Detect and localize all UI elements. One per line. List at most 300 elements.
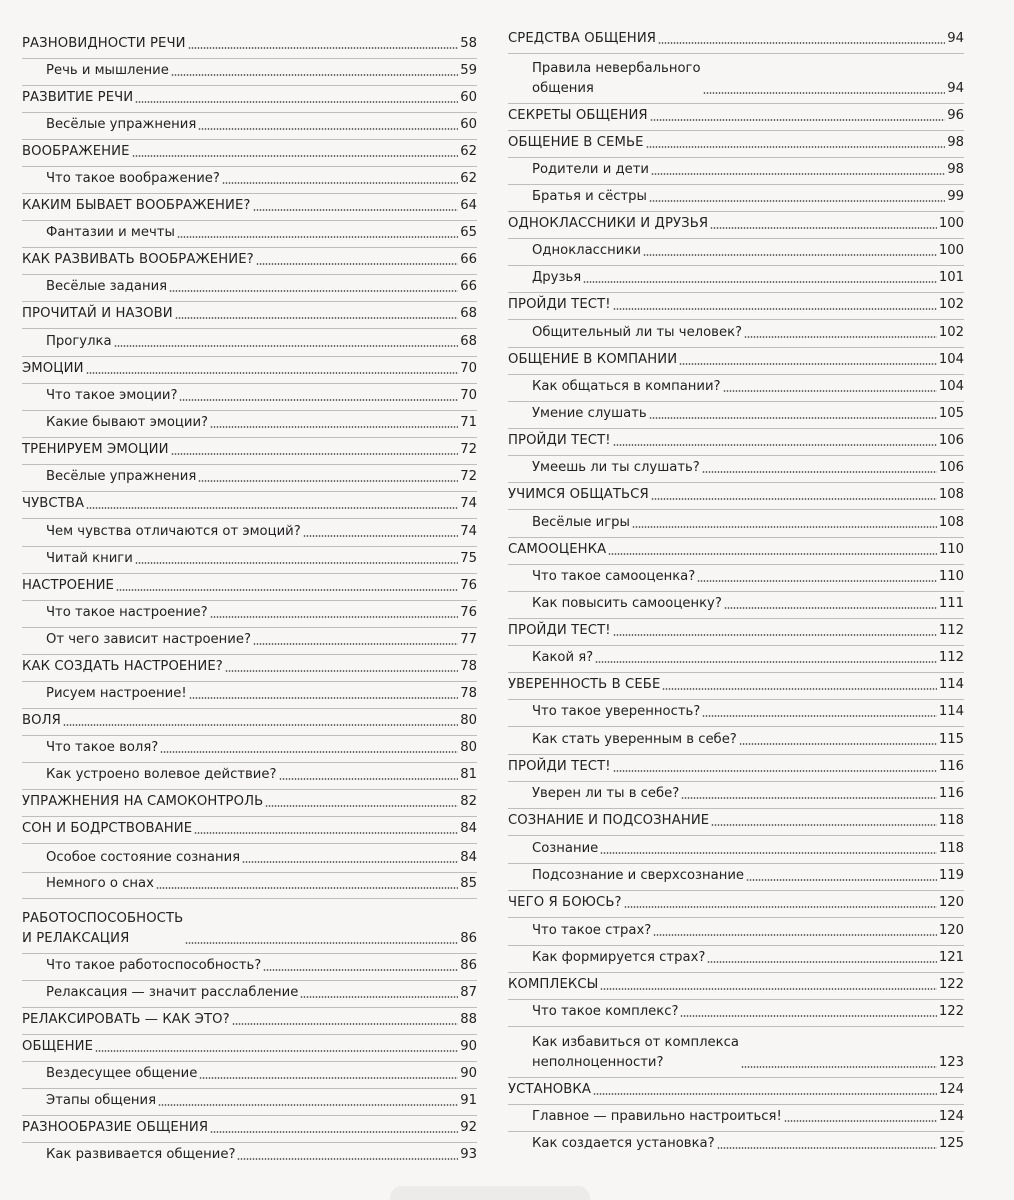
toc-section xyxy=(508,295,964,315)
toc-section xyxy=(22,711,477,731)
toc-leader-dots xyxy=(651,171,945,176)
toc-page-number: 85 xyxy=(460,876,477,891)
toc-page-number: 122 xyxy=(938,1004,964,1019)
toc-page-number: 84 xyxy=(460,821,477,836)
toc-entry-title: ПРОЙДИ ТЕСТ! xyxy=(508,297,611,312)
toc-section xyxy=(508,29,964,49)
toc-separator xyxy=(22,518,477,519)
toc-entry-title: Правила невербального общения xyxy=(532,61,701,96)
toc-subsection xyxy=(46,765,477,785)
toc-leader-dots xyxy=(717,1145,937,1150)
toc-entry-title: Что такое уверенность? xyxy=(532,704,701,719)
toc-entry-title: Что такое эмоции? xyxy=(46,388,178,403)
toc-leader-dots xyxy=(643,252,937,257)
toc-separator xyxy=(22,491,477,492)
toc-entry-title: Особое состояние сознания xyxy=(46,850,241,865)
toc-subsection xyxy=(46,603,477,623)
toc-entry-title: Как стать уверенным в себе? xyxy=(532,732,737,747)
toc-separator xyxy=(508,482,964,483)
toc-page-number: 102 xyxy=(938,325,964,340)
toc-entry-title: Друзья xyxy=(532,270,582,285)
toc-entry-title: Братья и сёстры xyxy=(532,189,647,204)
toc-page-number: 86 xyxy=(460,931,477,946)
toc-leader-dots xyxy=(697,578,937,583)
toc-entry-title: Подсознание и сверхсознание xyxy=(532,868,745,883)
toc-leader-dots xyxy=(232,1021,459,1026)
toc-page-number: 108 xyxy=(938,515,964,530)
toc-page-number: 122 xyxy=(938,977,964,992)
toc-entry-title: Весёлые упражнения xyxy=(46,469,197,484)
toc-entry-title: Как повысить самооценку? xyxy=(532,596,722,611)
toc-page-number: 88 xyxy=(460,1012,477,1027)
toc-separator xyxy=(508,1104,964,1105)
toc-entry-title: Умение слушать xyxy=(532,406,647,421)
toc-subsection xyxy=(46,549,477,569)
toc-leader-dots xyxy=(679,361,937,366)
toc-leader-dots xyxy=(649,415,937,420)
toc-leader-dots xyxy=(210,614,459,619)
toc-subsection xyxy=(46,61,477,81)
toc-page-number: 70 xyxy=(460,388,477,403)
toc-entry-title: СОН И БОДРСТВОВАНИЕ xyxy=(22,821,193,836)
toc-leader-dots xyxy=(680,1013,936,1018)
toc-separator xyxy=(508,972,964,973)
toc-page-number: 90 xyxy=(460,1066,477,1081)
toc-leader-dots xyxy=(744,334,937,339)
toc-section xyxy=(22,250,477,270)
toc-entry-title: ПРОЙДИ ТЕСТ! xyxy=(508,433,611,448)
toc-entry-title: РАБОТОСПОСОБНОСТЬ И РЕЛАКСАЦИЯ xyxy=(22,911,184,946)
page-bottom-decoration xyxy=(390,1186,590,1200)
toc-page-number: 121 xyxy=(938,950,964,965)
toc-separator xyxy=(508,726,964,727)
toc-separator xyxy=(22,980,477,981)
toc-entry-title: ОБЩЕНИЕ В КОМПАНИИ xyxy=(508,352,678,367)
toc-entry-title: Речь и мышление xyxy=(46,63,169,78)
toc-entry-title: РАЗНООБРАЗИЕ ОБЩЕНИЯ xyxy=(22,1120,209,1135)
toc-entry-title: Сознание xyxy=(532,841,599,856)
toc-page-number: 81 xyxy=(460,767,477,782)
toc-separator xyxy=(22,193,477,194)
toc-leader-dots xyxy=(724,605,937,610)
toc-separator xyxy=(22,112,477,113)
toc-leader-dots xyxy=(63,722,458,727)
toc-leader-dots xyxy=(135,99,458,104)
toc-section xyxy=(508,893,964,913)
toc-page-number: 72 xyxy=(460,442,477,457)
toc-subsection xyxy=(46,277,477,297)
toc-page-number: 62 xyxy=(460,171,477,186)
toc-page-number: 66 xyxy=(460,279,477,294)
toc-separator xyxy=(508,999,964,1000)
toc-page-number: 99 xyxy=(947,189,964,204)
toc-entry-title: ПРОЙДИ ТЕСТ! xyxy=(508,759,611,774)
toc-leader-dots xyxy=(253,641,458,646)
toc-section xyxy=(22,142,477,162)
toc-entry-title: Умеешь ли ты слушать? xyxy=(532,460,700,475)
toc-leader-dots xyxy=(189,695,459,700)
toc-leader-dots xyxy=(185,940,458,945)
toc-entry-title: Какой я? xyxy=(532,650,594,665)
toc-entry-title: РАЗВИТИЕ РЕЧИ xyxy=(22,90,134,105)
toc-separator xyxy=(508,781,964,782)
toc-subsection xyxy=(532,648,964,668)
toc-separator xyxy=(508,374,964,375)
toc-page-number: 114 xyxy=(938,704,964,719)
toc-separator xyxy=(22,247,477,248)
toc-separator xyxy=(508,428,964,429)
toc-entry-title: Какие бывают эмоции? xyxy=(46,415,209,430)
toc-leader-dots xyxy=(86,370,459,375)
toc-entry-title: УПРАЖНЕНИЯ НА САМОКОНТРОЛЬ xyxy=(22,794,264,809)
toc-entry-title: РЕЛАКСИРОВАТЬ — КАК ЭТО? xyxy=(22,1012,230,1027)
toc-leader-dots xyxy=(116,587,458,592)
toc-separator xyxy=(22,573,477,574)
toc-separator xyxy=(22,735,477,736)
toc-separator xyxy=(508,754,964,755)
toc-entry-title: Главное — правильно настроиться! xyxy=(532,1109,782,1124)
toc-page-number: 68 xyxy=(460,334,477,349)
toc-page-number: 106 xyxy=(938,460,964,475)
toc-page-number: 64 xyxy=(460,198,477,213)
toc-page-number: 76 xyxy=(460,605,477,620)
toc-leader-dots xyxy=(95,1048,458,1053)
toc-subsection xyxy=(532,866,964,886)
toc-leader-dots xyxy=(158,1102,458,1107)
toc-page-number: 90 xyxy=(460,1039,477,1054)
toc-separator xyxy=(22,546,477,547)
toc-subsection xyxy=(532,241,964,261)
toc-page-number: 75 xyxy=(460,551,477,566)
toc-entry-title: СЕКРЕТЫ ОБЩЕНИЯ xyxy=(508,108,648,123)
toc-subsection xyxy=(46,115,477,135)
toc-separator xyxy=(22,1061,477,1062)
toc-page-number: 58 xyxy=(460,36,477,51)
toc-leader-dots xyxy=(194,830,458,835)
toc-subsection xyxy=(46,1064,477,1084)
toc-separator xyxy=(22,627,477,628)
toc-entry-title: Что такое работоспособность? xyxy=(46,958,262,973)
toc-subsection xyxy=(46,467,477,487)
toc-page-number: 76 xyxy=(460,578,477,593)
toc-section xyxy=(508,133,964,153)
toc-separator xyxy=(22,789,477,790)
toc-leader-dots xyxy=(632,524,937,529)
toc-entry-title: Фантазии и мечты xyxy=(46,225,175,240)
toc-entry-title: СОЗНАНИЕ И ПОДСОЗНАНИЕ xyxy=(508,813,710,828)
toc-entry-title: Что такое воля? xyxy=(46,740,159,755)
toc-page-number: 118 xyxy=(938,813,964,828)
toc-page-number: 119 xyxy=(938,868,964,883)
toc-entry-title: УЧИМСЯ ОБЩАТЬСЯ xyxy=(508,487,649,502)
toc-separator xyxy=(22,437,477,438)
toc-section xyxy=(22,792,477,812)
toc-page-number: 106 xyxy=(938,433,964,448)
toc-section xyxy=(22,576,477,596)
toc-page-number: 66 xyxy=(460,252,477,267)
toc-separator xyxy=(22,328,477,329)
toc-entry-title: Как формируется страх? xyxy=(532,950,706,965)
toc-leader-dots xyxy=(739,741,937,746)
toc-page-number: 91 xyxy=(460,1093,477,1108)
toc-separator xyxy=(508,184,964,185)
toc-leader-dots xyxy=(613,442,937,447)
toc-section xyxy=(22,88,477,108)
toc-section xyxy=(22,196,477,216)
toc-leader-dots xyxy=(593,1091,937,1096)
toc-page-number: 120 xyxy=(938,895,964,910)
toc-entry-title: ТРЕНИРУЕМ ЭМОЦИИ xyxy=(22,442,169,457)
toc-entry-title: Прогулка xyxy=(46,334,112,349)
toc-leader-dots xyxy=(300,994,458,999)
toc-subsection xyxy=(532,377,964,397)
toc-leader-dots xyxy=(210,424,458,429)
toc-subsection xyxy=(532,948,964,968)
toc-section xyxy=(22,34,477,54)
toc-separator xyxy=(508,537,964,538)
toc-leader-dots xyxy=(135,560,458,565)
toc-page-number: 74 xyxy=(460,524,477,539)
toc-section xyxy=(22,657,477,677)
toc-page-number: 112 xyxy=(938,623,964,638)
toc-separator xyxy=(22,410,477,411)
toc-separator xyxy=(508,401,964,402)
toc-page-number: 100 xyxy=(938,216,964,231)
toc-leader-dots xyxy=(741,1064,937,1069)
toc-page-number: 124 xyxy=(938,1082,964,1097)
toc-page-number: 94 xyxy=(947,31,964,46)
toc-subsection xyxy=(46,413,477,433)
toc-leader-dots xyxy=(681,795,937,800)
toc-entry-title: ЧУВСТВА xyxy=(22,496,85,511)
toc-leader-dots xyxy=(198,126,458,131)
toc-page-number: 94 xyxy=(947,81,964,96)
toc-entry-title: Как избавиться от комплекса неполноценности? xyxy=(532,1035,739,1070)
toc-separator xyxy=(508,265,964,266)
toc-entry-title: КАКИМ БЫВАЕТ ВООБРАЖЕНИЕ? xyxy=(22,198,251,213)
toc-separator xyxy=(22,356,477,357)
toc-entry-title: ОБЩЕНИЕ В СЕМЬЕ xyxy=(508,135,644,150)
toc-leader-dots xyxy=(253,207,459,212)
toc-leader-dots xyxy=(242,859,458,864)
toc-leader-dots xyxy=(600,850,937,855)
toc-entry-title: Что такое настроение? xyxy=(46,605,208,620)
toc-separator xyxy=(22,681,477,682)
toc-entry-title: СРЕДСТВА ОБЩЕНИЯ xyxy=(508,31,657,46)
toc-page-number: 125 xyxy=(938,1136,964,1151)
toc-entry-title: КОМПЛЕКСЫ xyxy=(508,977,599,992)
toc-leader-dots xyxy=(711,822,937,827)
toc-leader-dots xyxy=(222,180,458,185)
toc-entry-title: ОДНОКЛАССНИКИ И ДРУЗЬЯ xyxy=(508,216,709,231)
toc-page-number: 112 xyxy=(938,650,964,665)
toc-separator xyxy=(22,1142,477,1143)
toc-page-number: 100 xyxy=(938,243,964,258)
toc-leader-dots xyxy=(198,478,458,483)
toc-separator xyxy=(22,843,477,844)
toc-separator xyxy=(22,872,477,873)
toc-separator xyxy=(22,166,477,167)
toc-separator xyxy=(22,953,477,954)
toc-entry-title: Вездесущее общение xyxy=(46,1066,198,1081)
toc-page-number: 118 xyxy=(938,841,964,856)
toc-section xyxy=(508,675,964,695)
toc-subsection xyxy=(46,983,477,1003)
toc-subsection xyxy=(532,268,964,288)
toc-page-number: 105 xyxy=(938,406,964,421)
toc-entry-title: ПРОЙДИ ТЕСТ! xyxy=(508,623,611,638)
toc-leader-dots xyxy=(583,279,937,284)
toc-entry-title: Что такое комплекс? xyxy=(532,1004,679,1019)
toc-section xyxy=(508,106,964,126)
toc-page-number: 84 xyxy=(460,850,477,865)
toc-subsection xyxy=(46,332,477,352)
toc-entry-title: Что такое самооценка? xyxy=(532,569,696,584)
toc-subsection xyxy=(532,730,964,750)
toc-separator xyxy=(508,509,964,510)
toc-page-number: 104 xyxy=(938,352,964,367)
toc-page-number: 92 xyxy=(460,1120,477,1135)
toc-subsection xyxy=(532,1033,964,1073)
toc-separator xyxy=(22,898,477,899)
toc-leader-dots xyxy=(303,533,458,538)
toc-page-number: 80 xyxy=(460,713,477,728)
toc-section xyxy=(22,1037,477,1057)
toc-subsection xyxy=(532,513,964,533)
toc-entry-title: ПРОЧИТАЙ И НАЗОВИ xyxy=(22,306,173,321)
toc-entry-title: ВООБРАЖЕНИЕ xyxy=(22,144,130,159)
toc-page-number: 60 xyxy=(460,117,477,132)
toc-entry-title: Как устроено волевое действие? xyxy=(46,767,277,782)
toc-subsection xyxy=(532,921,964,941)
toc-leader-dots xyxy=(658,40,945,45)
toc-subsection xyxy=(532,160,964,180)
toc-separator xyxy=(22,139,477,140)
toc-entry-title: ОБЩЕНИЕ xyxy=(22,1039,93,1054)
toc-separator xyxy=(22,301,477,302)
toc-page-number: 74 xyxy=(460,496,477,511)
toc-leader-dots xyxy=(210,1129,458,1134)
toc-leader-dots xyxy=(171,451,459,456)
toc-separator xyxy=(508,130,964,131)
toc-page-number: 114 xyxy=(938,677,964,692)
toc-separator xyxy=(508,53,964,54)
toc-section xyxy=(508,431,964,451)
toc-leader-dots xyxy=(710,225,937,230)
toc-entry-title: Чем чувства отличаются от эмоций? xyxy=(46,524,301,539)
toc-leader-dots xyxy=(160,749,458,754)
toc-section xyxy=(22,1118,477,1138)
toc-separator xyxy=(508,103,964,104)
toc-page-number: 80 xyxy=(460,740,477,755)
toc-page-number: 86 xyxy=(460,958,477,973)
toc-section xyxy=(508,540,964,560)
toc-entry-title: УСТАНОВКА xyxy=(508,1082,591,1097)
toc-subsection xyxy=(46,738,477,758)
toc-separator xyxy=(508,645,964,646)
toc-leader-dots xyxy=(662,686,936,691)
toc-page-number: 116 xyxy=(938,786,964,801)
toc-leader-dots xyxy=(132,153,459,158)
toc-entry-title: САМООЦЕНКА xyxy=(508,542,607,557)
toc-page-number: 116 xyxy=(938,759,964,774)
toc-leader-dots xyxy=(703,90,946,95)
toc-page-number: 77 xyxy=(460,632,477,647)
toc-leader-dots xyxy=(707,959,936,964)
toc-section xyxy=(508,811,964,831)
toc-subsection xyxy=(532,594,964,614)
toc-subsection xyxy=(46,684,477,704)
toc-leader-dots xyxy=(651,496,937,501)
toc-separator xyxy=(508,564,964,565)
toc-page-number: 87 xyxy=(460,985,477,1000)
toc-page-number: 110 xyxy=(938,569,964,584)
toc-separator xyxy=(508,890,964,891)
toc-separator xyxy=(508,319,964,320)
toc-entry-title: Уверен ли ты в себе? xyxy=(532,786,680,801)
toc-leader-dots xyxy=(702,713,937,718)
toc-page-number: 123 xyxy=(938,1055,964,1070)
toc-subsection xyxy=(46,1145,477,1165)
toc-page-number: 72 xyxy=(460,469,477,484)
toc-section xyxy=(22,359,477,379)
toc-leader-dots xyxy=(613,306,937,311)
toc-entry-title: Как развивается общение? xyxy=(46,1147,236,1162)
toc-subsection xyxy=(532,839,964,859)
toc-subsection xyxy=(46,956,477,976)
toc-separator xyxy=(22,383,477,384)
toc-page-number: 70 xyxy=(460,361,477,376)
toc-subsection xyxy=(532,458,964,478)
toc-leader-dots xyxy=(653,932,937,937)
toc-entry-title: КАК РАЗВИВАТЬ ВООБРАЖЕНИЕ? xyxy=(22,252,254,267)
toc-entry-title: ЧЕГО Я БОЮСЬ? xyxy=(508,895,622,910)
toc-page-number: 96 xyxy=(947,108,964,123)
toc-separator xyxy=(508,917,964,918)
toc-page-number: 93 xyxy=(460,1147,477,1162)
toc-entry-title: Весёлые задания xyxy=(46,279,168,294)
toc-page-number: 78 xyxy=(460,659,477,674)
toc-entry-title: Рисуем настроение! xyxy=(46,686,187,701)
toc-separator xyxy=(508,455,964,456)
toc-leader-dots xyxy=(702,469,937,474)
toc-page-number: 65 xyxy=(460,225,477,240)
toc-subsection xyxy=(532,784,964,804)
toc-entry-title: Родители и дети xyxy=(532,162,649,177)
toc-page-number: 78 xyxy=(460,686,477,701)
toc-entry-title: Весёлые упражнения xyxy=(46,117,197,132)
toc-page-number: 124 xyxy=(938,1109,964,1124)
toc-separator xyxy=(22,464,477,465)
toc-subsection xyxy=(532,1107,964,1127)
toc-leader-dots xyxy=(649,198,945,203)
toc-separator xyxy=(508,808,964,809)
toc-separator xyxy=(508,292,964,293)
toc-separator xyxy=(22,816,477,817)
toc-section xyxy=(22,440,477,460)
toc-leader-dots xyxy=(199,1075,458,1080)
toc-separator xyxy=(508,835,964,836)
toc-separator xyxy=(22,1115,477,1116)
toc-section xyxy=(22,304,477,324)
toc-entry-title: Как общаться в компании? xyxy=(532,379,721,394)
toc-entry-title: РАЗНОВИДНОСТИ РЕЧИ xyxy=(22,36,186,51)
toc-entry-title: УВЕРЕННОСТЬ В СЕБЕ xyxy=(508,677,661,692)
toc-page-number: 101 xyxy=(938,270,964,285)
toc-leader-dots xyxy=(179,397,458,402)
toc-separator xyxy=(508,1131,964,1132)
toc-entry-title: КАК СОЗДАТЬ НАСТРОЕНИЕ? xyxy=(22,659,223,674)
